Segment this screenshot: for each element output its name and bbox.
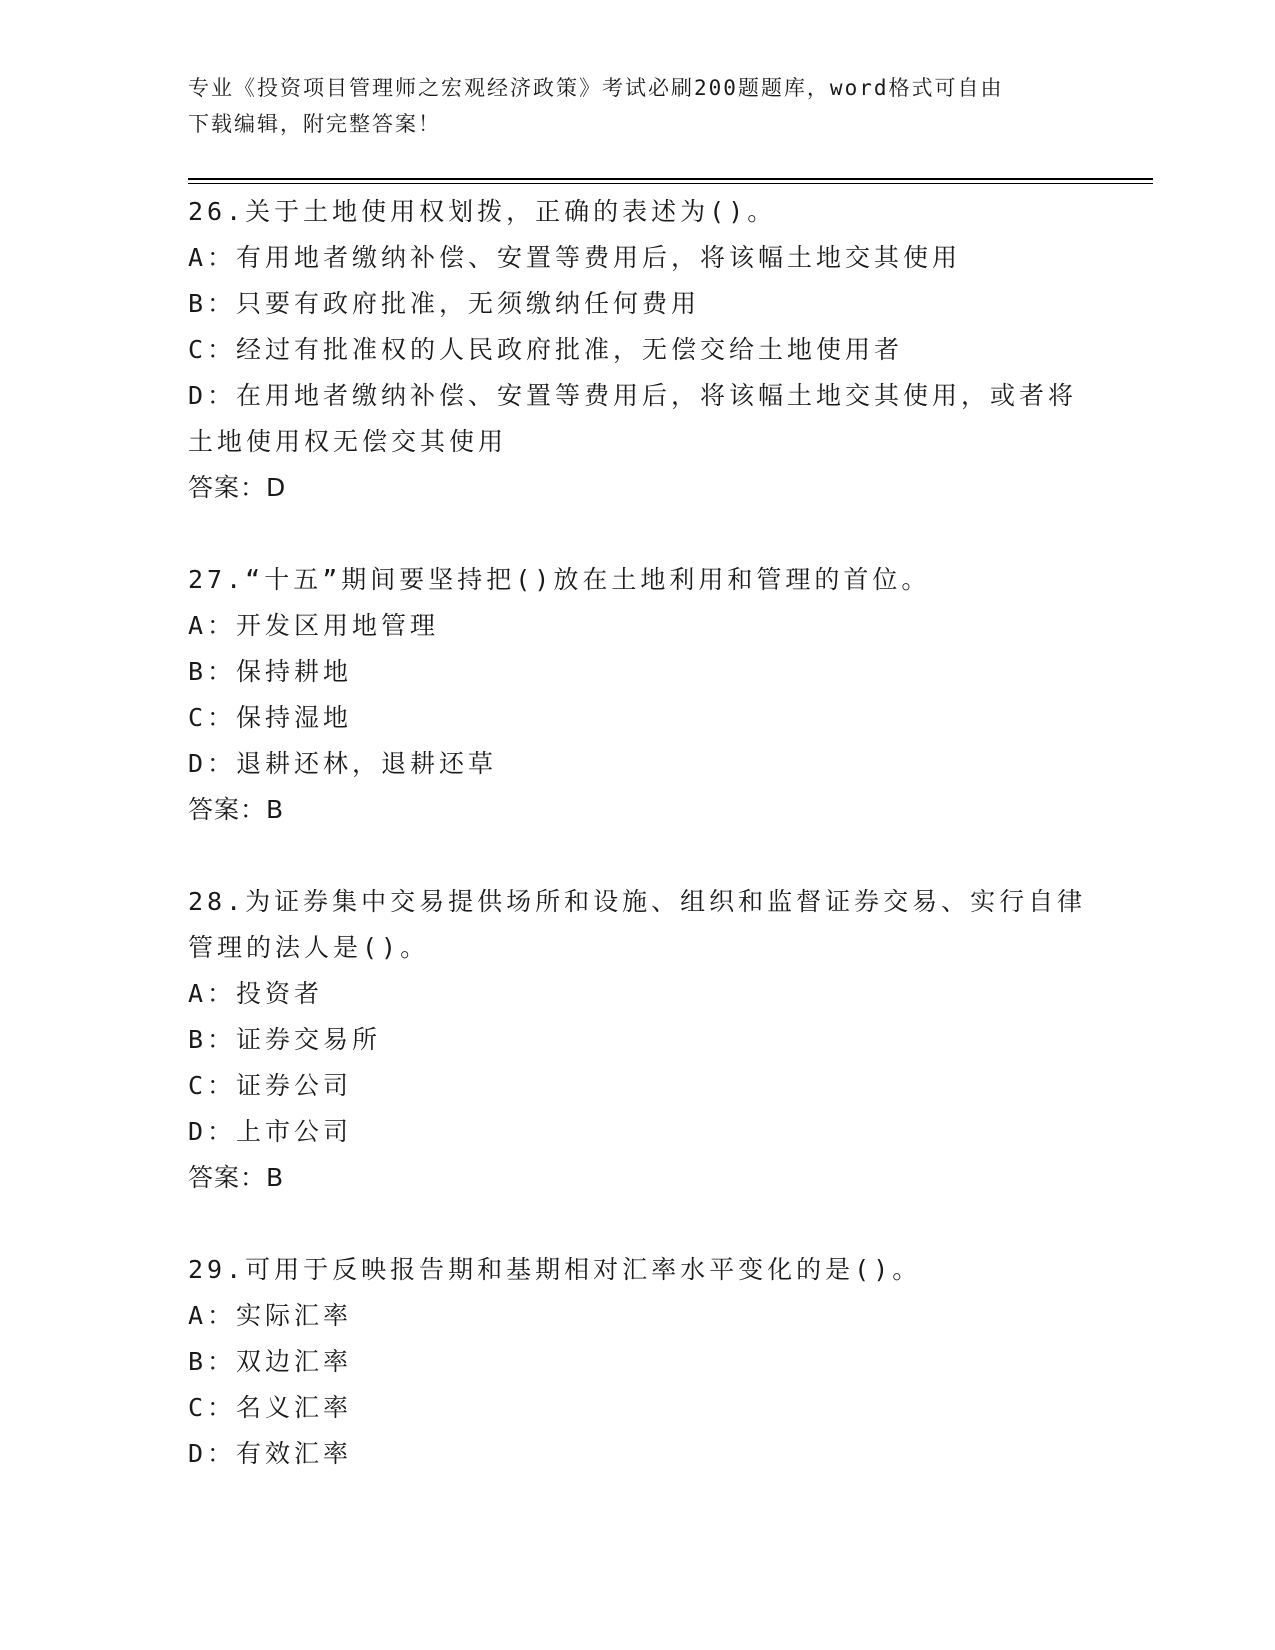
option-c: C：证券公司 xyxy=(188,1071,353,1100)
option-b: B：双边汇率 xyxy=(188,1347,353,1376)
header-divider-thin xyxy=(188,183,1153,184)
question-28 xyxy=(188,879,1088,1201)
answer-text: 答案：B xyxy=(188,1163,285,1192)
option-a: A：有用地者缴纳补偿、安置等费用后，将该幅土地交其使用 xyxy=(188,243,962,272)
question-27 xyxy=(188,557,1088,833)
header-line-1: 专业《投资项目管理师之宏观经济政策》考试必刷200题题库，word格式可自由 xyxy=(188,76,1004,100)
question-29 xyxy=(188,1247,1088,1477)
answer-text: 答案：D xyxy=(188,473,287,502)
answer-text: 答案：B xyxy=(188,795,285,824)
option-c: C：名义汇率 xyxy=(188,1393,353,1422)
option-a: A：开发区用地管理 xyxy=(188,611,440,640)
option-c: C：保持湿地 xyxy=(188,703,353,732)
option-d: D：有效汇率 xyxy=(188,1439,353,1468)
option-b: B：只要有政府批准，无须缴纳任何费用 xyxy=(188,289,701,318)
option-c: C：经过有批准权的人民政府批准，无偿交给土地使用者 xyxy=(188,335,904,364)
option-a: A：实际汇率 xyxy=(188,1301,353,1330)
option-d: D：上市公司 xyxy=(188,1117,353,1146)
question-stem: 28.为证券集中交易提供场所和设施、组织和监督证券交易、实行自律管理的法人是()。 xyxy=(188,887,1087,962)
option-d: D：退耕还林，退耕还草 xyxy=(188,749,498,778)
header-divider-thick xyxy=(188,178,1153,180)
option-b: B：证券交易所 xyxy=(188,1025,382,1054)
option-a: A：投资者 xyxy=(188,979,324,1008)
document-header xyxy=(188,70,1088,142)
question-list xyxy=(188,189,1088,1523)
question-stem: 27.“十五”期间要坚持把()放在土地利用和管理的首位。 xyxy=(188,565,931,594)
option-b: B：保持耕地 xyxy=(188,657,353,686)
question-stem: 29.可用于反映报告期和基期相对汇率水平变化的是()。 xyxy=(188,1255,922,1284)
header-line-2: 下载编辑，附完整答案！ xyxy=(188,112,441,136)
option-d: D：在用地者缴纳补偿、安置等费用后，将该幅土地交其使用，或者将土地使用权无偿交其使用 xyxy=(188,381,1078,456)
question-26 xyxy=(188,189,1088,511)
question-stem: 26.关于土地使用权划拨，正确的表述为()。 xyxy=(188,197,777,226)
